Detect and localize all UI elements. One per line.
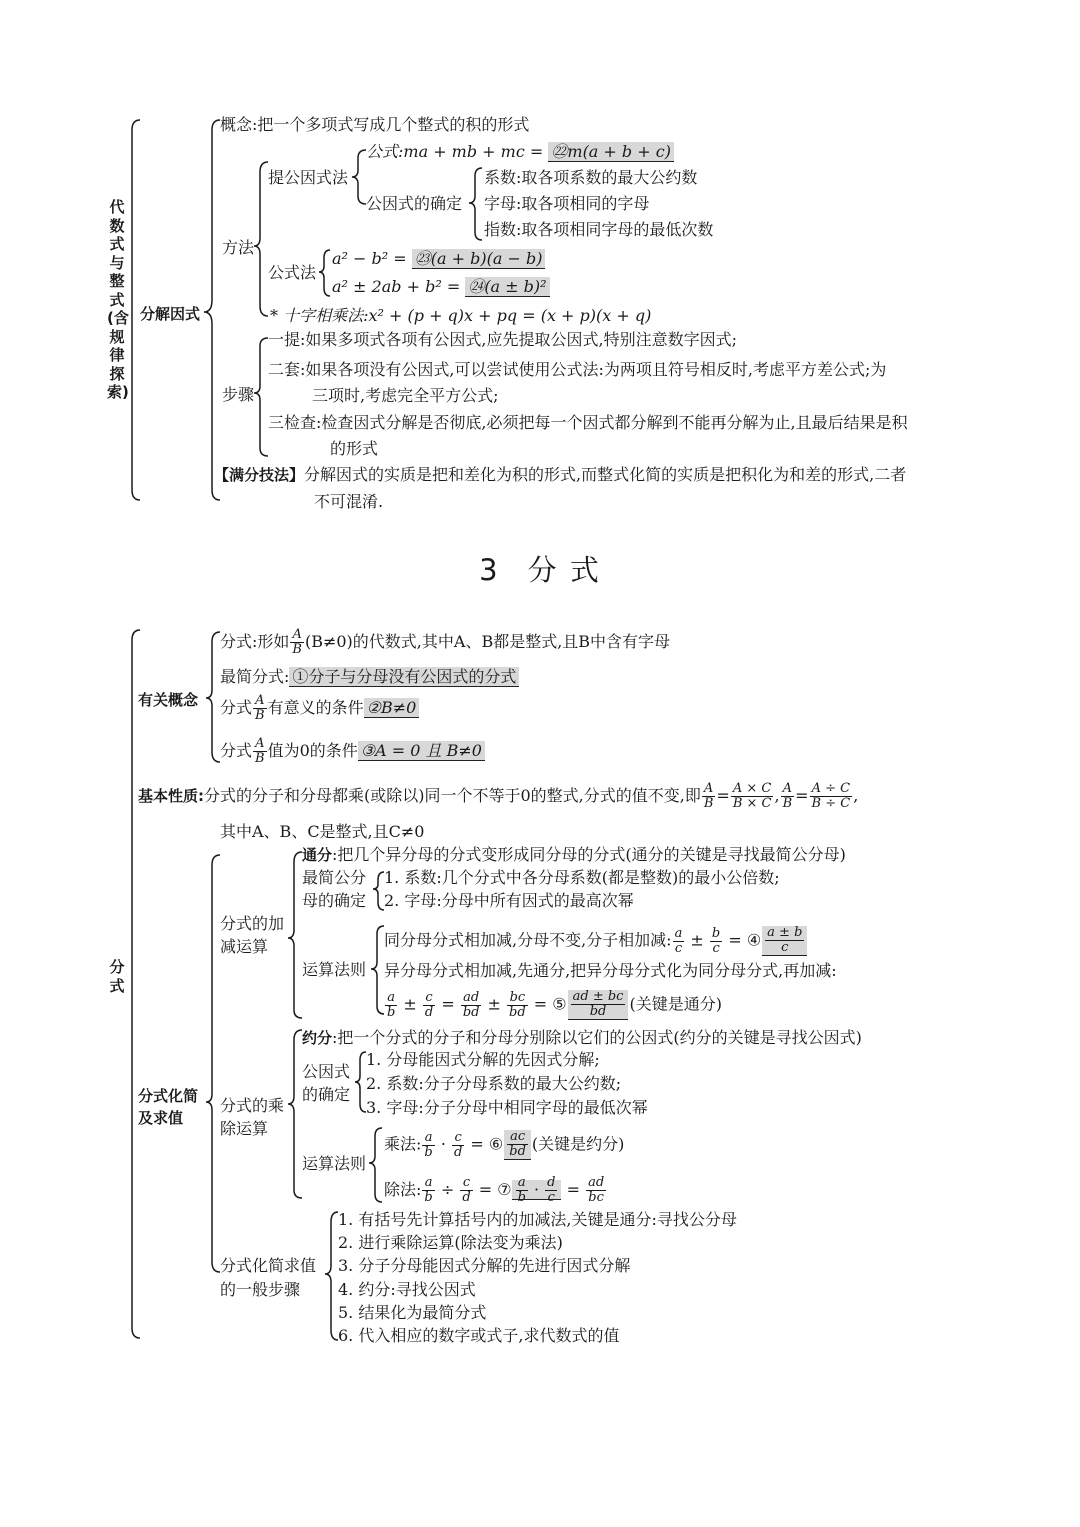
steps-label: 步骤 (222, 385, 255, 404)
yuefen-bold: 约分 (302, 1029, 333, 1047)
mf2n: c (452, 1131, 464, 1146)
div-a1 (516, 1176, 528, 1205)
step2-item-3: 3. 分子分母能因式分解的先进行因式分解 (338, 1256, 631, 1275)
diff-f3 (461, 991, 482, 1020)
mul-note: (关键是约分) (531, 1134, 625, 1154)
sf1n: a (674, 925, 683, 941)
tongfen-text: :把几个异分母的分式变形成同分母的分式(通分的关键是寻找最简公分母) (332, 845, 846, 864)
tongfen-bold: 通分 (302, 846, 333, 864)
df1n: a (385, 991, 397, 1006)
vf2n: c (460, 1176, 472, 1191)
formula-2-answer: ㉔(a ± b)² (465, 277, 549, 297)
mul-label: 乘法: (384, 1134, 422, 1154)
formula-2 (332, 277, 550, 297)
va1d: b (517, 1190, 526, 1205)
cf-letter: 字母:取各项相同的字母 (484, 194, 650, 213)
div-label: 除法: (384, 1180, 422, 1199)
brace-common-factor (352, 150, 366, 204)
brace-steps (254, 338, 268, 456)
gcf-item-2: 2. 系数:分子分母系数的最大公约数; (366, 1074, 622, 1093)
addsub-label-1: 分式的加 (220, 914, 285, 933)
concept-meaningful (220, 694, 419, 723)
method-label: 方法 (222, 238, 255, 257)
df3n: ad (461, 991, 482, 1006)
same-f2 (710, 927, 722, 956)
c4-prefix: 分式 (220, 741, 253, 760)
step-3a: 三检查:检查因式分解是否彻底,必须把每一个因式都分解到不能再分解为止,且最后结果是积 (268, 413, 908, 432)
brace-s1-topic (204, 120, 220, 500)
section-title (0, 548, 1080, 589)
mul-ans-d: bd (509, 1144, 526, 1159)
c4-num: A (253, 737, 267, 752)
step2-item-1: 1. 有括号先计算括号内的加减法,关键是通分:寻找公分母 (338, 1210, 737, 1229)
div-answer: $\frac{a}{b}$ · $\frac{d}{c}$ (512, 1180, 562, 1200)
cf-formula-answer: ㉒m(a + b + c) (548, 142, 674, 162)
tip-text-b: 不可混淆. (314, 492, 384, 511)
brace-rules-muldiv (369, 1128, 382, 1202)
concept-simplest (220, 667, 519, 687)
concept-text: 概念:把一个多项式写成几个整式的积的形式 (220, 115, 530, 134)
diff-f2 (423, 991, 435, 1020)
step-3b: 的形式 (330, 439, 379, 458)
cf-index: 指数:取各项相同字母的最低次数 (484, 220, 714, 239)
mul-answer (504, 1130, 531, 1160)
diff-ans-n: ad ± bc (572, 989, 624, 1004)
side-title-s2: 分式 (109, 958, 125, 995)
cf-formula (366, 142, 674, 162)
formula-method-label: 公式法 (268, 263, 317, 282)
df1d: b (387, 1004, 396, 1020)
brace-cf-determine (469, 168, 482, 240)
brace-addsub (288, 852, 302, 1018)
brace-muldiv (288, 1030, 302, 1198)
df3d: bd (462, 1004, 480, 1020)
concept-fraction (220, 628, 670, 657)
diff-answer (568, 990, 629, 1020)
vf1n: a (422, 1176, 434, 1191)
topic-factorization: 分解因式 (140, 305, 201, 323)
brace-concepts (206, 632, 220, 762)
brace-methods (254, 162, 268, 316)
step-1: 一提:如果多项式各项有公因式,应先提取公因式,特别注意数字因式; (268, 330, 737, 349)
diff-f4 (507, 991, 528, 1020)
same-ans-d: c (781, 940, 789, 955)
gcf-item-1: 1. 分母能因式分解的先因式分解; (366, 1050, 600, 1069)
gcf-label-1: 公因式 (302, 1062, 351, 1081)
step2-item-4: 4. 约分:寻找公因式 (338, 1280, 476, 1299)
va2d: c (547, 1190, 555, 1205)
diff-note: (关键是通分) (629, 994, 722, 1014)
brace-gcf (355, 1052, 366, 1112)
same-f1 (673, 927, 685, 956)
basic-property: 基本性质:分式的分子和分母都乘(或除以)同一个不等于0的整式,分式的值不变,即 $\frac{A}{B}$ = $\frac{A \times C}{B \times C}$ , $\frac{A}{B}$ = $\frac{A \div C}{B \div C}$ , (138, 781, 859, 811)
be2-ln: A (781, 782, 795, 797)
simplify-label-2: 及求值 (138, 1109, 184, 1127)
basic-text: 分式的分子和分母都乘(或除以)同一个不等于0的整式,分式的值不变,即 (204, 786, 701, 805)
div-result (586, 1176, 606, 1205)
formula-1-answer: ㉓(a + b)(a − b) (412, 249, 546, 269)
lcd-label-1: 最简公分 (302, 868, 367, 887)
tip-text-a: 分解因式的实质是把和差化为积的形式,而整式化简的实质是把积化为和差的形式,二者 (304, 465, 907, 484)
section-number: 3 (479, 553, 500, 587)
div-a2 (545, 1176, 557, 1205)
basic-eq2-lhs (781, 782, 795, 811)
brace-simplify (206, 855, 220, 1272)
tip-label: 【满分技法】 (214, 466, 305, 484)
cf-formula-label: 公式:ma + mb + mc = (366, 142, 549, 161)
concepts-label: 有关概念 (138, 691, 199, 709)
diff-den-rule: 异分母分式相加减,先通分,把异分母分式化为同分母分式,再加减: (384, 961, 837, 980)
be1-rd: B × C (732, 796, 772, 811)
be2-ld: B (782, 796, 793, 811)
be2-rn: A ÷ C (810, 782, 853, 797)
mf1d: b (424, 1144, 433, 1160)
mul-rule: 乘法: $\frac{a}{b}$ · $\frac{c}{d}$ = ⑥ $\frac{ac}{bd}$ (关键是约分) (384, 1129, 625, 1160)
va2n: d (547, 1175, 556, 1190)
step2-item-6: 6. 代入相应的数字或式子,求代数式的值 (338, 1326, 620, 1345)
cf-coef: 系数:取各项系数的最大公约数 (484, 168, 698, 187)
brace-rules-addsub (371, 926, 384, 1014)
basic-eq2-rhs (810, 782, 853, 811)
lcd-item-1: 1. 系数:几个分式中各分母系数(都是整数)的最小公倍数; (384, 868, 780, 887)
brace-s2-outer (132, 630, 140, 1338)
formula-2-left: a² ± 2ab + b² = (332, 277, 466, 296)
diff-ans-d: bd (589, 1004, 607, 1019)
same-ans-n: a ± b (767, 925, 803, 940)
lcd-label-2: 母的确定 (302, 891, 367, 910)
sf2d: c (712, 940, 720, 956)
yuefen-text: :把一个分式的分子和分母分别除以它们的公因式(约分的关键是寻找公因式) (332, 1028, 862, 1047)
vf2d: d (462, 1190, 471, 1205)
be2-rd: B ÷ C (811, 796, 851, 811)
basic-label: 基本性质: (138, 787, 204, 805)
c2-prefix: 最简分式: (220, 667, 290, 686)
df4n: bc (507, 991, 528, 1006)
diff-den-formula: $\frac{a}{b}$ ± $\frac{c}{d}$ = $\frac{ad}{bd}$ ± $\frac{bc}{bd}$ = ⑤ $\frac{ad \pm bc}{bd}$ (关键是通分) (387, 989, 722, 1020)
common-factor-label: 提公因式法 (268, 168, 349, 187)
vf1d: b (424, 1190, 433, 1205)
c3-answer: ②B≠0 (364, 698, 420, 718)
muldiv-label-2: 除运算 (220, 1119, 269, 1138)
c1-num: A (290, 628, 304, 643)
muldiv-label-1: 分式的乘 (220, 1096, 285, 1115)
tip-line-1 (214, 465, 906, 485)
lcd-item-2: 2. 字母:分母中所有因式的最高次幂 (384, 891, 634, 910)
formula-1-left: a² − b² = (332, 249, 412, 268)
steps2-label-2: 的一般步骤 (220, 1280, 301, 1299)
step2-item-2: 2. 进行乘除运算(除法变为乘法) (338, 1233, 563, 1252)
sf2n: b (711, 925, 721, 941)
brace-formula (319, 250, 330, 296)
c3-fraction (253, 694, 267, 723)
c4-answer: ③A = 0 且 B≠0 (358, 741, 485, 761)
c3-den: B (255, 708, 265, 723)
be1-rn: A × C (731, 782, 774, 797)
gcf-item-3: 3. 字母:分子分母中相同字母的最低次幂 (366, 1098, 648, 1117)
c3-num: A (253, 694, 267, 709)
step-2b: 三项时,考虑完全平方公式; (312, 386, 499, 405)
basic-eq1-lhs (702, 782, 716, 811)
vrd: bc (588, 1190, 604, 1205)
mul-ans-n: ac (507, 1130, 528, 1145)
sf1d: c (674, 940, 683, 956)
df4d: bd (509, 1004, 526, 1020)
c2-answer: ①分子与分母没有公因式的分式 (289, 667, 519, 687)
cf-determine-label: 公因式的确定 (366, 194, 463, 213)
mul-f2 (452, 1131, 464, 1160)
c1-fraction (290, 628, 304, 657)
same-den-rule: 同分母分式相加减,分母不变,分子相加减: $\frac{a}{c}$ ± $\frac{b}{c}$ = ④ $\frac{a \pm b}{c}$ (384, 926, 808, 956)
brace-s1-outer (132, 120, 140, 500)
rule-label-addsub: 运算法则 (302, 960, 367, 979)
rule-label-muldiv: 运算法则 (302, 1154, 367, 1173)
vrn: ad (588, 1175, 605, 1190)
c4-den: B (255, 751, 265, 766)
same-answer (762, 926, 807, 956)
df2n: c (423, 991, 435, 1006)
yuefen-line (302, 1028, 862, 1048)
c1-suffix: (B≠0)的代数式,其中A、B都是整式,且B中含有字母 (304, 632, 671, 651)
div-rule: 除法: $\frac{a}{b}$ ÷ $\frac{c}{d}$ = ⑦ $\frac{a}{b}$ · $\frac{d}{c}$ = $\frac{ad}{bc}$ (384, 1175, 605, 1205)
side-title-s1: 代数式与整式(含规律探索) (107, 198, 129, 401)
div-f2 (460, 1176, 472, 1205)
addsub-label-2: 减运算 (220, 937, 269, 956)
concept-zero (220, 737, 485, 766)
div-f1 (422, 1176, 434, 1205)
section-title-text: 分 式 (527, 553, 601, 587)
be1-ln: A (702, 782, 716, 797)
c4-fraction (253, 737, 267, 766)
c3-prefix: 分式 (220, 698, 253, 717)
formula-1 (332, 249, 545, 269)
mf2d: d (454, 1144, 463, 1160)
brace-lcd (373, 872, 384, 910)
brace-steps-list (325, 1212, 338, 1340)
c4-mid: 值为0的条件 (267, 741, 358, 760)
simplify-label-1: 分式化简 (138, 1087, 199, 1105)
mul-f1 (422, 1131, 434, 1160)
tongfen-line (302, 845, 846, 865)
c3-mid: 有意义的条件 (267, 698, 364, 717)
c1-den: B (292, 642, 302, 657)
df2d: d (424, 1004, 434, 1020)
basic-text-2: 其中A、B、C是整式,且C≠0 (220, 822, 425, 841)
diff-f1 (385, 991, 397, 1020)
va1n: a (516, 1176, 528, 1191)
c1-prefix: 分式:形如 (220, 632, 290, 651)
cross-multiplication: * 十字相乘法:x² + (p + q)x + pq = (x + p)(x + q) (270, 306, 652, 325)
steps2-label-1: 分式化简求值 (220, 1256, 317, 1275)
step-2a: 二套:如果各项没有公因式,可以尝试使用公式法:为两项且符号相反时,考虑平方差公式;为 (268, 360, 887, 379)
mf1n: a (422, 1131, 434, 1146)
be1-ld: B (703, 796, 714, 811)
step2-item-5: 5. 结果化为最简分式 (338, 1303, 487, 1322)
gcf-label-2: 的确定 (302, 1085, 351, 1104)
basic-eq1-rhs (731, 782, 774, 811)
same-den-text: 同分母分式相加减,分母不变,分子相加减: (384, 930, 672, 950)
